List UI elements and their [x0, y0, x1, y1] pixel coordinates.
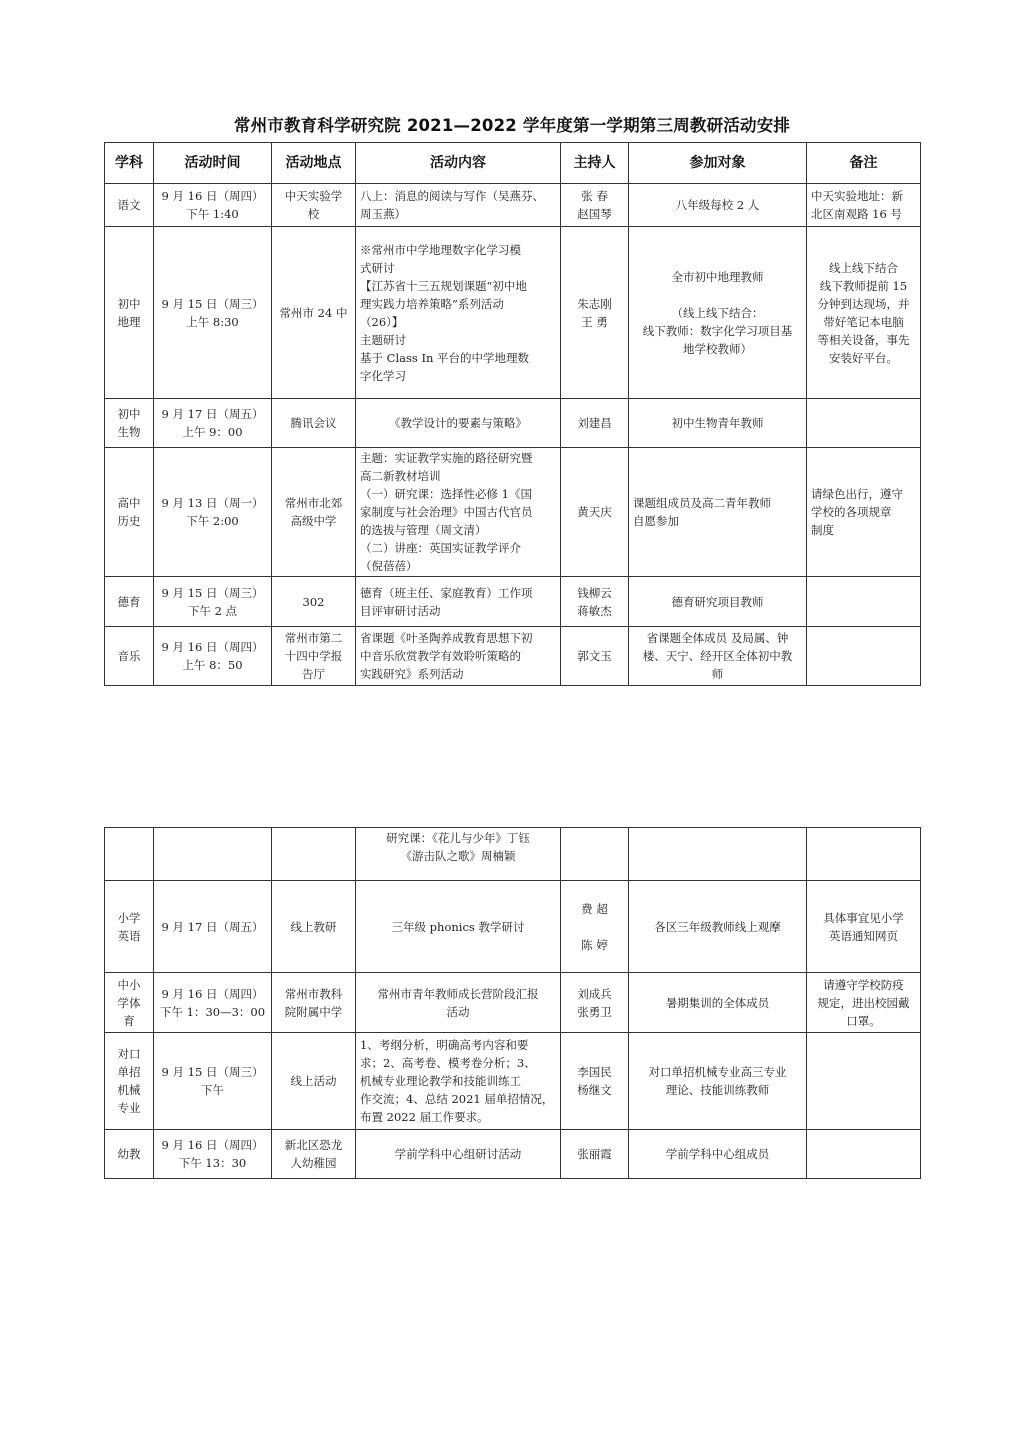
- cell-place: 常州市北郊 高级中学: [272, 448, 356, 577]
- cell-note: [807, 828, 921, 881]
- cell-content: 1、考纲分析，明确高考内容和要 求；2、高考卷、模考卷分析；3、 机械专业理论教学和技能训练工 作交流；4、总结 2021 届单招情况， 布置 2022 届工作要求。: [356, 1033, 561, 1130]
- cell-host: 郭文玉: [561, 627, 629, 686]
- header-time: 活动时间: [154, 143, 272, 184]
- cell-place: 腾讯会议: [272, 399, 356, 448]
- cell-content: 省课题《叶圣陶养成教育思想下初 中音乐欣赏教学有效聆听策略的 实践研究》系列活动: [356, 627, 561, 686]
- cell-place: 常州市教科 院附属中学: [272, 973, 356, 1033]
- cell-note: 具体事宜见小学 英语通知网页: [807, 881, 921, 973]
- cell-time: 9 月 17 日（周五） 上午 9：00: [154, 399, 272, 448]
- cell-subject: 高中 历史: [105, 448, 154, 577]
- cell-subject: 语文: [105, 184, 154, 227]
- table-row: [105, 448, 921, 577]
- cell-note: 请绿色出行，遵守 学校的各项规章 制度: [807, 448, 921, 577]
- cell-time: 9 月 15 日（周三） 下午: [154, 1033, 272, 1130]
- cell-note: 线上线下结合 线下教师提前 15 分钟到达现场，并 带好笔记本电脑 等相关设备，事先 安装好平台。: [807, 227, 921, 399]
- cell-time: 9 月 16 日（周四） 下午 13：30: [154, 1130, 272, 1179]
- cell-note: [807, 399, 921, 448]
- cell-place: 线上活动: [272, 1033, 356, 1130]
- cell-subject: 初中 地理: [105, 227, 154, 399]
- cell-place: 新北区恐龙 人幼稚园: [272, 1130, 356, 1179]
- cell-host: 张 春 赵国琴: [561, 184, 629, 227]
- cell-target: 各区三年级教师线上观摩: [629, 881, 807, 973]
- header-place: 活动地点: [272, 143, 356, 184]
- cell-time: 9 月 16 日（周四） 上午 8：50: [154, 627, 272, 686]
- cell-host: 张丽霞: [561, 1130, 629, 1179]
- cell-subject: 对口 单招 机械 专业: [105, 1033, 154, 1130]
- cell-subject: 初中 生物: [105, 399, 154, 448]
- cell-target: 对口单招机械专业高三专业 理论、技能训练教师: [629, 1033, 807, 1130]
- cell-note: [807, 577, 921, 627]
- cell-content: 德育（班主任、家庭教育）工作项 目评审研讨活动: [356, 577, 561, 627]
- table-row: [105, 973, 921, 1033]
- cell-place: 常州市 24 中: [272, 227, 356, 399]
- cell-target: 初中生物青年教师: [629, 399, 807, 448]
- cell-note: [807, 1033, 921, 1130]
- schedule-table-part-1: [104, 142, 921, 686]
- cell-subject: 小学 英语: [105, 881, 154, 973]
- cell-subject: 音乐: [105, 627, 154, 686]
- cell-host: 刘成兵 张勇卫: [561, 973, 629, 1033]
- cell-target: [629, 828, 807, 881]
- table-row: [105, 828, 921, 881]
- table-header-row: [105, 143, 921, 184]
- cell-time: [154, 828, 272, 881]
- table-row: [105, 184, 921, 227]
- table-row: [105, 627, 921, 686]
- cell-target: 省课题全体成员 及局属、钟 楼、天宁、经开区全体初中教 师: [629, 627, 807, 686]
- cell-place: [272, 828, 356, 881]
- cell-host: 朱志刚 王 勇: [561, 227, 629, 399]
- cell-target: 全市初中地理教师 （线上线下结合： 线下教师：数字化学习项目基 地学校教师）: [629, 227, 807, 399]
- cell-target: 八年级每校 2 人: [629, 184, 807, 227]
- table-row: [105, 881, 921, 973]
- cell-subject: 幼教: [105, 1130, 154, 1179]
- table-row: [105, 227, 921, 399]
- cell-time: 9 月 17 日（周五）: [154, 881, 272, 973]
- header-subject: 学科: [105, 143, 154, 184]
- cell-note: [807, 627, 921, 686]
- cell-subject: 德育: [105, 577, 154, 627]
- table-row: [105, 1033, 921, 1130]
- cell-host: 李国民 杨继文: [561, 1033, 629, 1130]
- cell-subject: 中小 学体 育: [105, 973, 154, 1033]
- cell-place: 中天实验学 校: [272, 184, 356, 227]
- cell-content: 学前学科中心组研讨活动: [356, 1130, 561, 1179]
- cell-content: 八上：消息的阅读与写作（吴燕芬、 周玉燕）: [356, 184, 561, 227]
- table-row: [105, 577, 921, 627]
- cell-place: 302: [272, 577, 356, 627]
- cell-content: 三年级 phonics 教学研讨: [356, 881, 561, 973]
- cell-content: 常州市青年教师成长营阶段汇报 活动: [356, 973, 561, 1033]
- cell-target: 德育研究项目教师: [629, 577, 807, 627]
- cell-host: 刘建昌: [561, 399, 629, 448]
- schedule-table-part-2: [104, 827, 921, 1179]
- cell-time: 9 月 16 日（周四） 下午 1:40: [154, 184, 272, 227]
- cell-content: 《教学设计的要素与策略》: [356, 399, 561, 448]
- cell-host: 费 超 陈 婷: [561, 881, 629, 973]
- cell-note: [807, 1130, 921, 1179]
- header-note: 备注: [807, 143, 921, 184]
- cell-place: 线上教研: [272, 881, 356, 973]
- table-row: [105, 399, 921, 448]
- cell-note: 请遵守学校防疫 规定，进出校园戴 口罩。: [807, 973, 921, 1033]
- cell-content: 研究课：《花儿与少年》丁钰 《游击队之歌》周楠颖: [356, 828, 561, 881]
- cell-time: 9 月 15 日（周三） 上午 8:30: [154, 227, 272, 399]
- cell-note: 中天实验地址：新 北区南观路 16 号: [807, 184, 921, 227]
- cell-content: ※常州市中学地理数字化学习模 式研讨 【江苏省十三五规划课题“初中地 理实践力培养策略”系列活动 （26）】 主题研讨 基于 Class In 平台的中学地理数 字化学习: [356, 227, 561, 399]
- cell-target: 暑期集训的全体成员: [629, 973, 807, 1033]
- page-title: 常州市教育科学研究院 2021—2022 学年度第一学期第三周教研活动安排: [233, 116, 791, 135]
- cell-content: 主题：实证教学实施的路径研究暨 高二新教材培训 （一）研究课：选择性必修 1《国 家制度与社会治理》中国古代官员 的选拔与管理（周文清） （二）讲座：英国实证教学评介 （倪蓓蓓）: [356, 448, 561, 577]
- header-target: 参加对象: [629, 143, 807, 184]
- cell-host: 黄天庆: [561, 448, 629, 577]
- header-content: 活动内容: [356, 143, 561, 184]
- cell-time: 9 月 16 日（周四） 下午 1：30—3：00: [154, 973, 272, 1033]
- cell-host: [561, 828, 629, 881]
- cell-host: 钱柳云 蒋敏杰: [561, 577, 629, 627]
- cell-place: 常州市第二 十四中学报 告厅: [272, 627, 356, 686]
- cell-target: 学前学科中心组成员: [629, 1130, 807, 1179]
- header-host: 主持人: [561, 143, 629, 184]
- table-row: [105, 1130, 921, 1179]
- cell-time: 9 月 13 日（周一） 下午 2:00: [154, 448, 272, 577]
- cell-target: 课题组成员及高二青年教师 自愿参加: [629, 448, 807, 577]
- cell-time: 9 月 15 日（周三） 下午 2 点: [154, 577, 272, 627]
- cell-subject: [105, 828, 154, 881]
